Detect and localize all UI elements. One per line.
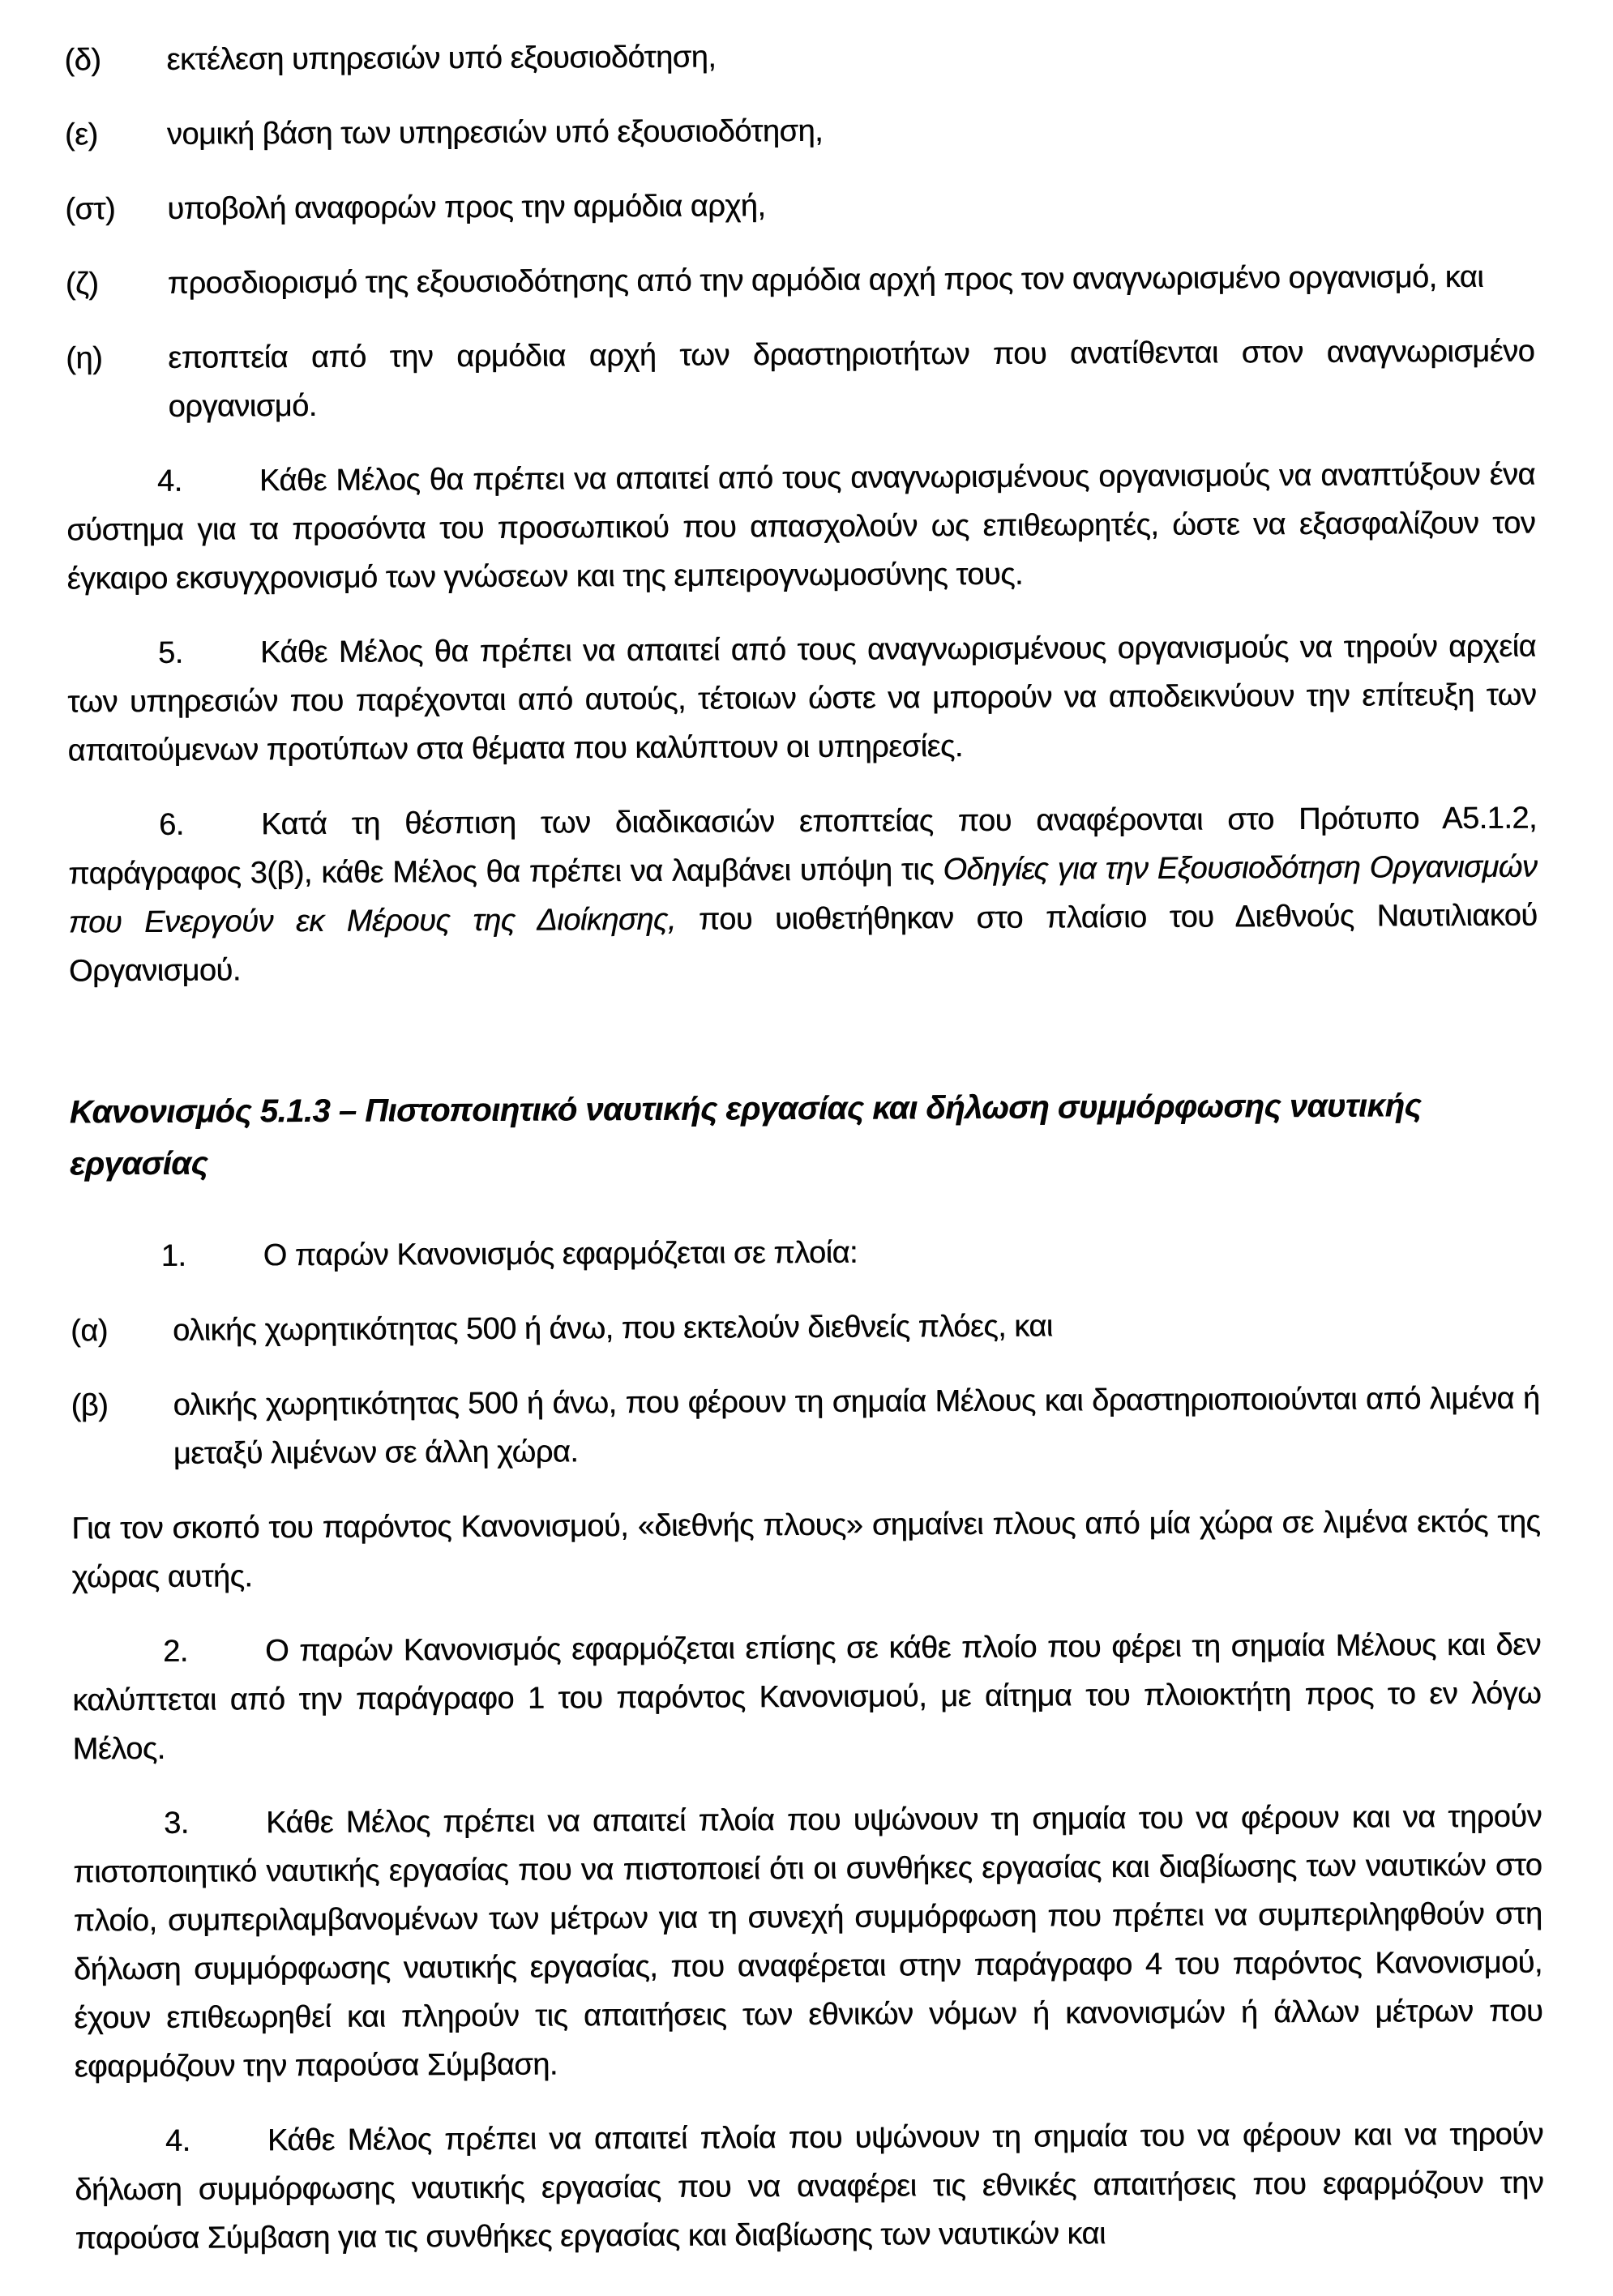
paragraph-4b — [75, 2110, 1544, 2264]
list-item-label: (η) — [66, 341, 103, 376]
list-item-text: εκτέλεση υπηρεσιών υπό εξουσιοδότηση, — [166, 40, 717, 77]
paragraph-text: Ο παρών Κανονισμός εφαρμόζεται επίσης σε κάθε πλοίο που φέρει τη σημαία Μέλους και δεν καλύπτεται από την παράγραφο 1 του παρόντος Κανονισμού, με αίτημα του πλοιοκτήτη προς το εν λόγω Μέλος. — [72, 1627, 1542, 1767]
paragraph-number: 6. — [158, 807, 184, 842]
regulation-heading: Κανονισμός 5.1.3 – Πιστοποιητικό ναυτικής εργασίας και δήλωση συμμόρφωσης ναυτικής εργασίας — [69, 1088, 1422, 1182]
list-item-label: (δ) — [64, 43, 101, 78]
list-item-sigma-tau — [65, 178, 1534, 234]
paragraph-5 — [67, 622, 1537, 776]
list-item-text: προσδιορισμό της εξουσιοδότησης από την αρμόδια αρχή προς τον αναγνωρισμένο οργανισμό, και — [167, 259, 1484, 301]
list-item-zeta — [66, 253, 1534, 309]
list-item-text: ολικής χωρητικότητας 500 ή άνω, που εκτελούν διεθνείς πλόες, και — [173, 1309, 1053, 1348]
list-item-label: (β) — [71, 1388, 109, 1423]
paragraph-text: Κάθε Μέλος πρέπει να απαιτεί πλοία που υψώνουν τη σημαία του να φέρουν και να τηρούν πιστοποιητικό ναυτικής εργασίας που να πιστοποιεί ότι οι συνθήκες εργασίας και διαβίωσης των ναυτικών στο πλοίο, συμπεριλαμβανομένων των μέτρων για τη συνεχή συμμόρφωση που πρέπει να συμπεριληφθούν στη δήλωση συμμόρφωσης ναυτικής εργασίας, που αναφέρεται στην παράγραφο 4 του παρόντος Κανονισμού, έχουν επιθεωρηθεί και πληρούν τις απαιτήσεις των εθνικών νόμων ή κανονισμών ή άλλων μέτρων που εφαρμόζουν την παρούσα Σύμβαση. — [73, 1799, 1543, 2084]
paragraph-4 — [66, 451, 1536, 604]
paragraph-text: Κατά τη θέσπιση των διαδικασιών εποπτείας που αναφέρονται στο Πρότυπο Α5.1.2, παράγραφος 3(β), κάθε Μέλος θα πρέπει να λαμβάνει υπόψη τις — [68, 801, 1538, 891]
list-item-delta — [64, 29, 1533, 85]
list-item-label: (ε) — [64, 118, 98, 152]
paragraph-number: 4. — [156, 464, 182, 498]
paragraph-3 — [73, 1793, 1543, 2092]
paragraph-text: Κάθε Μέλος πρέπει να απαιτεί πλοία που υψώνουν τη σημαία του να φέρουν και να τηρούν δήλωση συμμόρφωσης ναυτικής εργασίας που να αναφέρει τις εθνικές απαιτήσεις που εφαρμόζουν την παρούσα Σύμβαση για τις συνθήκες εργασίας και διαβίωσης των ναυτικών και — [75, 2117, 1544, 2256]
paragraph-text: Κάθε Μέλος θα πρέπει να απαιτεί από τους αναγνωρισμένους οργανισμούς να αναπτύξουν ένα σύστημα για τα προσόντα του προσωπικού που απασχολούν ως επιθεωρητές, ώστε να εξασφαλίζουν τον έγκαιρο εκσυγχρονισμό των γνώσεων και της εμπειρογνωμοσύνης τους. — [66, 457, 1536, 596]
list-item-text: νομική βάση των υπηρεσιών υπό εξουσιοδότηση, — [166, 113, 824, 152]
paragraph-2 — [72, 1621, 1542, 1774]
paragraph-6 — [68, 794, 1538, 996]
list-item-beta — [71, 1375, 1540, 1479]
paragraph-1 — [71, 1225, 1539, 1281]
paragraph-text: που υιοθετήθηκαν στο πλαίσιο του Διεθνούς Ναυτιλιακού Οργανισμού. — [68, 898, 1538, 989]
paragraph-number: 4. — [165, 2123, 190, 2158]
paragraph-text: Ο παρών Κανονισμός εφαρμόζεται σε πλοία: — [263, 1235, 858, 1273]
paragraph-text: Κάθε Μέλος θα πρέπει να απαιτεί από τους αναγνωρισμένους οργανισμούς να τηρούν αρχεία των υπηρεσιών που παρέχονται από αυτούς, τέτοιων ώστε να μπορούν να αποδεικνύουν την επίτευξη των απαιτούμενων προτύπων στα θέματα που καλύπτουν οι υπηρεσίες. — [67, 629, 1537, 768]
paragraph-number: 3. — [163, 1806, 189, 1841]
list-item-text: ολικής χωρητικότητας 500 ή άνω, που φέρουν τη σημαία Μέλους και δραστηριοποιούνται από λιμένα ή μεταξύ λιμένων σε άλλη χώρα. — [173, 1381, 1540, 1471]
list-item-label: (ζ) — [65, 267, 99, 301]
paragraph-number: 2. — [162, 1634, 188, 1669]
list-item-label: (στ) — [65, 192, 116, 227]
list-item-label: (α) — [71, 1314, 108, 1349]
paragraph-number: 5. — [157, 635, 183, 670]
list-item-epsilon — [65, 104, 1534, 160]
paragraph-international-voyage: Για τον σκοπό του παρόντος Κανονισμού, «διεθνής πλους» σημαίνει πλους από μία χώρα σε λιμένα εκτός της χώρας αυτής. — [71, 1504, 1541, 1595]
list-item-text: εποπτεία από την αρμόδια αρχή των δραστηριοτήτων που ανατίθενται στον αναγνωρισμένο οργανισμό. — [168, 334, 1535, 424]
list-item-alpha — [71, 1300, 1539, 1356]
list-item-text: υποβολή αναφορών προς την αρμόδια αρχή, — [167, 189, 766, 226]
list-item-eta — [66, 327, 1535, 432]
paragraph-number: 1. — [160, 1238, 186, 1273]
guidelines-title-italic: Οδηγίες για την Εξουσιοδότηση Οργανισμών που Ενεργούν εκ Μέρους της Διοίκησης, — [68, 849, 1538, 940]
